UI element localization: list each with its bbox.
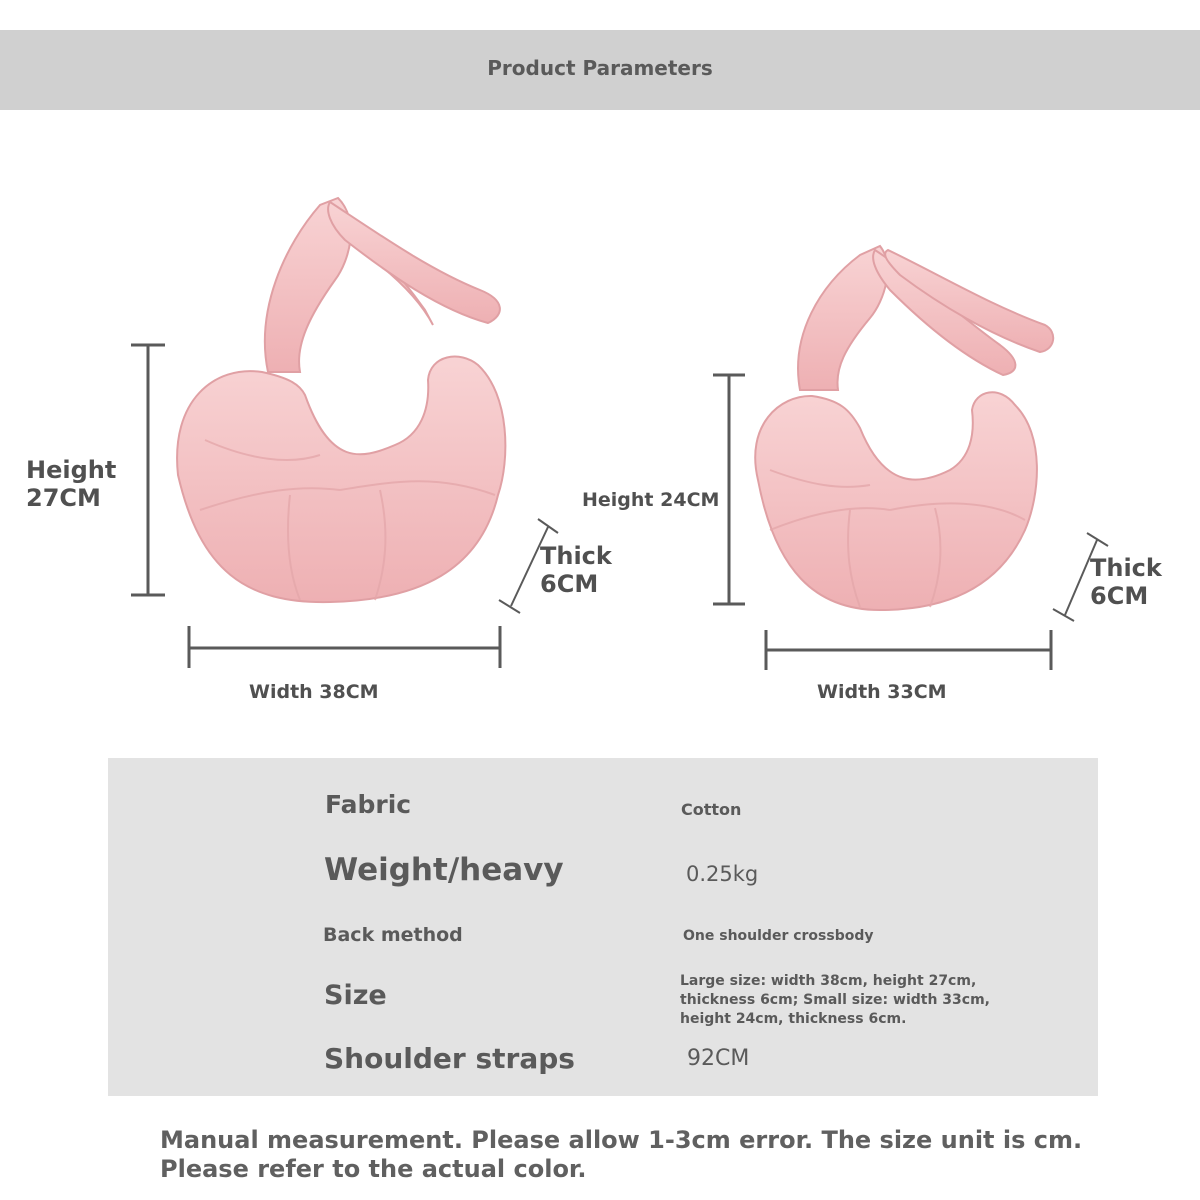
spec-value-fabric: Cotton [681, 800, 742, 819]
spec-key-fabric: Fabric [325, 790, 412, 819]
large-bag-image [177, 198, 505, 602]
large-width-line [189, 626, 500, 668]
header-banner [0, 30, 1200, 110]
small-width-line [766, 630, 1051, 670]
spec-value-shoulder-straps: 92CM [687, 1046, 750, 1071]
large-width-label: Width 38CM [249, 681, 379, 703]
spec-key-shoulder-straps: Shoulder straps [324, 1042, 575, 1075]
large-height-line [131, 345, 165, 595]
footer-note [160, 1126, 1082, 1184]
large-height-label: Height 27CM [26, 456, 117, 512]
spec-key-size: Size [324, 980, 387, 1011]
spec-key-weight: Weight/heavy [324, 852, 564, 888]
small-bag-image [755, 246, 1053, 610]
dimension-illustration [0, 110, 1200, 750]
spec-value-size: Large size: width 38cm, height 27cm, thickness 6cm; Small size: width 33cm, height 24cm, thickness 6cm. [680, 973, 990, 1027]
small-width-label: Width 33CM [817, 681, 947, 703]
spec-table [108, 758, 1098, 1096]
footer-line-2: Please refer to the actual color. [160, 1155, 587, 1183]
large-thick-label: Thick 6CM [540, 542, 612, 598]
small-height-label: Height 24CM [582, 489, 720, 511]
small-thick-label: Thick 6CM [1090, 554, 1162, 610]
spec-value-weight: 0.25kg [686, 862, 759, 886]
page-title: Product Parameters [487, 56, 713, 80]
spec-key-back-method: Back method [323, 924, 463, 946]
footer-line-1: Manual measurement. Please allow 1-3cm error. The size unit is cm. [160, 1126, 1083, 1154]
spec-value-back-method: One shoulder crossbody [683, 928, 874, 944]
